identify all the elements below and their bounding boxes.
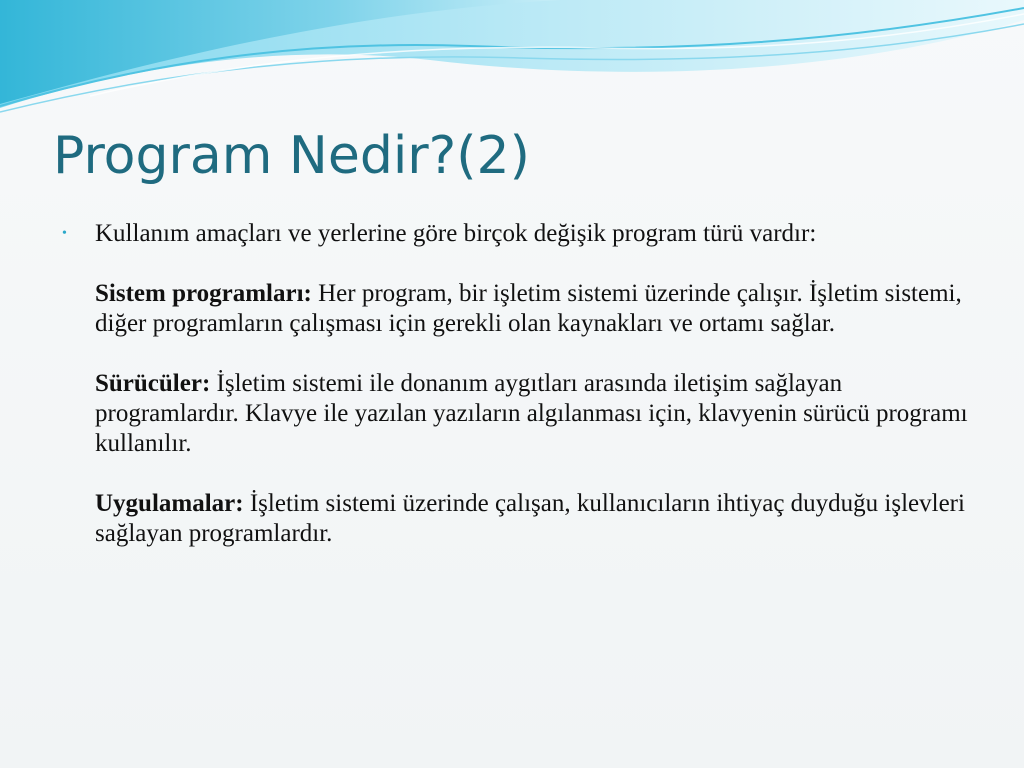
definition-term: Sistem programları: bbox=[95, 280, 312, 307]
bullet-dot-icon: • bbox=[62, 226, 67, 241]
wave-header-decoration bbox=[0, 0, 1024, 120]
slide-content bbox=[60, 219, 980, 549]
definition-system-programs bbox=[95, 279, 980, 339]
definition-text: Her program, bir işletim sistemi üzerinde çalışır. İşletim sistemi, diğer programların çalışması için gerekli olan kaynakları ve ortamı sağlar. bbox=[95, 280, 962, 337]
definition-text: İşletim sistemi üzerinde çalışan, kullanıcıların ihtiyaç duyduğu işlevleri sağlayan programlardır. bbox=[95, 490, 965, 547]
bullet-body bbox=[95, 219, 980, 549]
definition-term: Sürücüler: bbox=[95, 370, 211, 397]
definition-term: Uygulamalar: bbox=[95, 490, 244, 517]
definition-text: İşletim sistemi ile donanım aygıtları arasında iletişim sağlayan programlardır. Klavye ile yazılan yazıların algılanması için, klavyenin sürücü programı kullanılır. bbox=[95, 370, 968, 457]
definition-drivers bbox=[95, 369, 980, 459]
intro-text: Kullanım amaçları ve yerlerine göre birçok değişik program türü vardır: bbox=[95, 220, 817, 247]
slide-title: Program Nedir?(2) bbox=[53, 126, 530, 186]
bullet-item bbox=[60, 219, 980, 549]
definition-applications bbox=[95, 489, 980, 549]
